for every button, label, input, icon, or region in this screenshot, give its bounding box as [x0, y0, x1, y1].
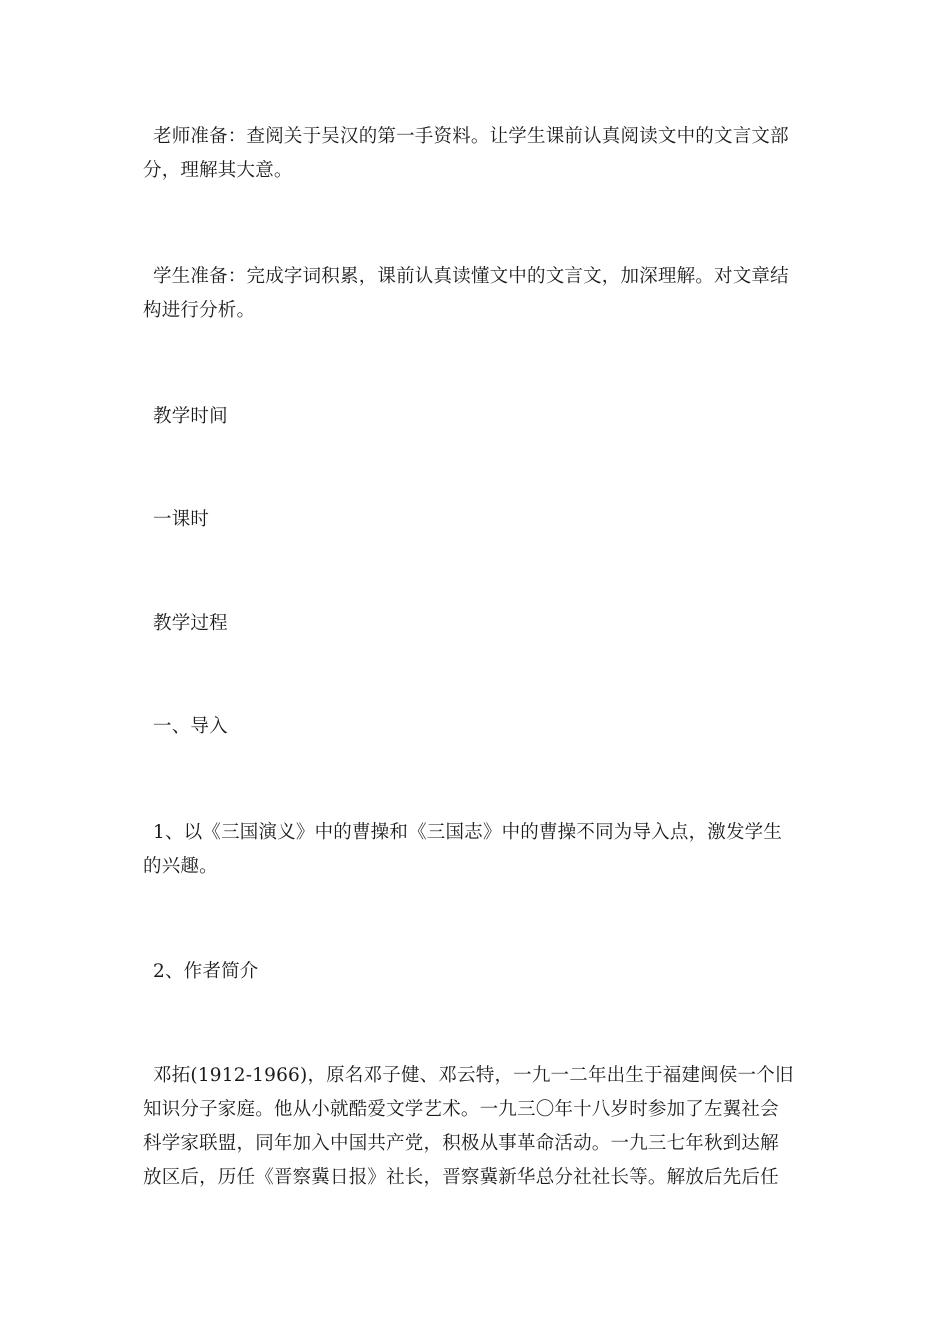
paragraph-student-prep [143, 260, 813, 328]
text-line: 一、导入 [153, 716, 228, 737]
text-line: 放区后，历任《晋察冀日报》社长，晋察冀新华总分社社长等。解放后先后任 [143, 1167, 779, 1188]
paragraph-teacher-prep [143, 120, 813, 188]
heading-author-intro [143, 955, 813, 989]
text-line: 1、以《三国演义》中的曹操和《三国志》中的曹操不同为导入点，激发学生 [153, 822, 783, 843]
heading-introduction [143, 710, 813, 744]
text-line: 构进行分析。 [143, 300, 256, 321]
text-line: 教学过程 [153, 613, 228, 634]
text-line: 一课时 [153, 509, 210, 530]
text-line: 科学家联盟，同年加入中国共产党，积极从事革命活动。一九三七年秋到达解 [143, 1133, 779, 1154]
paragraph-one-lesson [143, 503, 813, 537]
text-line: 教学时间 [153, 406, 228, 427]
heading-teaching-process [143, 607, 813, 641]
text-line: 的兴趣。 [143, 856, 218, 877]
text-line: 分，理解其大意。 [143, 160, 293, 181]
text-line: 知识分子家庭。他从小就酷爱文学艺术。一九三〇年十八岁时参加了左翼社会 [143, 1099, 779, 1120]
text-line: 邓拓(1912-1966)，原名邓子健、邓云特，一九一二年出生于福建闽侯一个旧 [153, 1065, 794, 1086]
text-line: 2、作者简介 [153, 961, 259, 982]
text-line: 学生准备：完成字词积累，课前认真读懂文中的文言文，加深理解。对文章结 [153, 266, 789, 287]
paragraph-intro-point-1 [143, 816, 813, 884]
heading-teaching-time [143, 400, 813, 434]
paragraph-author-bio [143, 1059, 813, 1195]
text-line: 老师准备：查阅关于吴汉的第一手资料。让学生课前认真阅读文中的文言文部 [153, 126, 789, 147]
